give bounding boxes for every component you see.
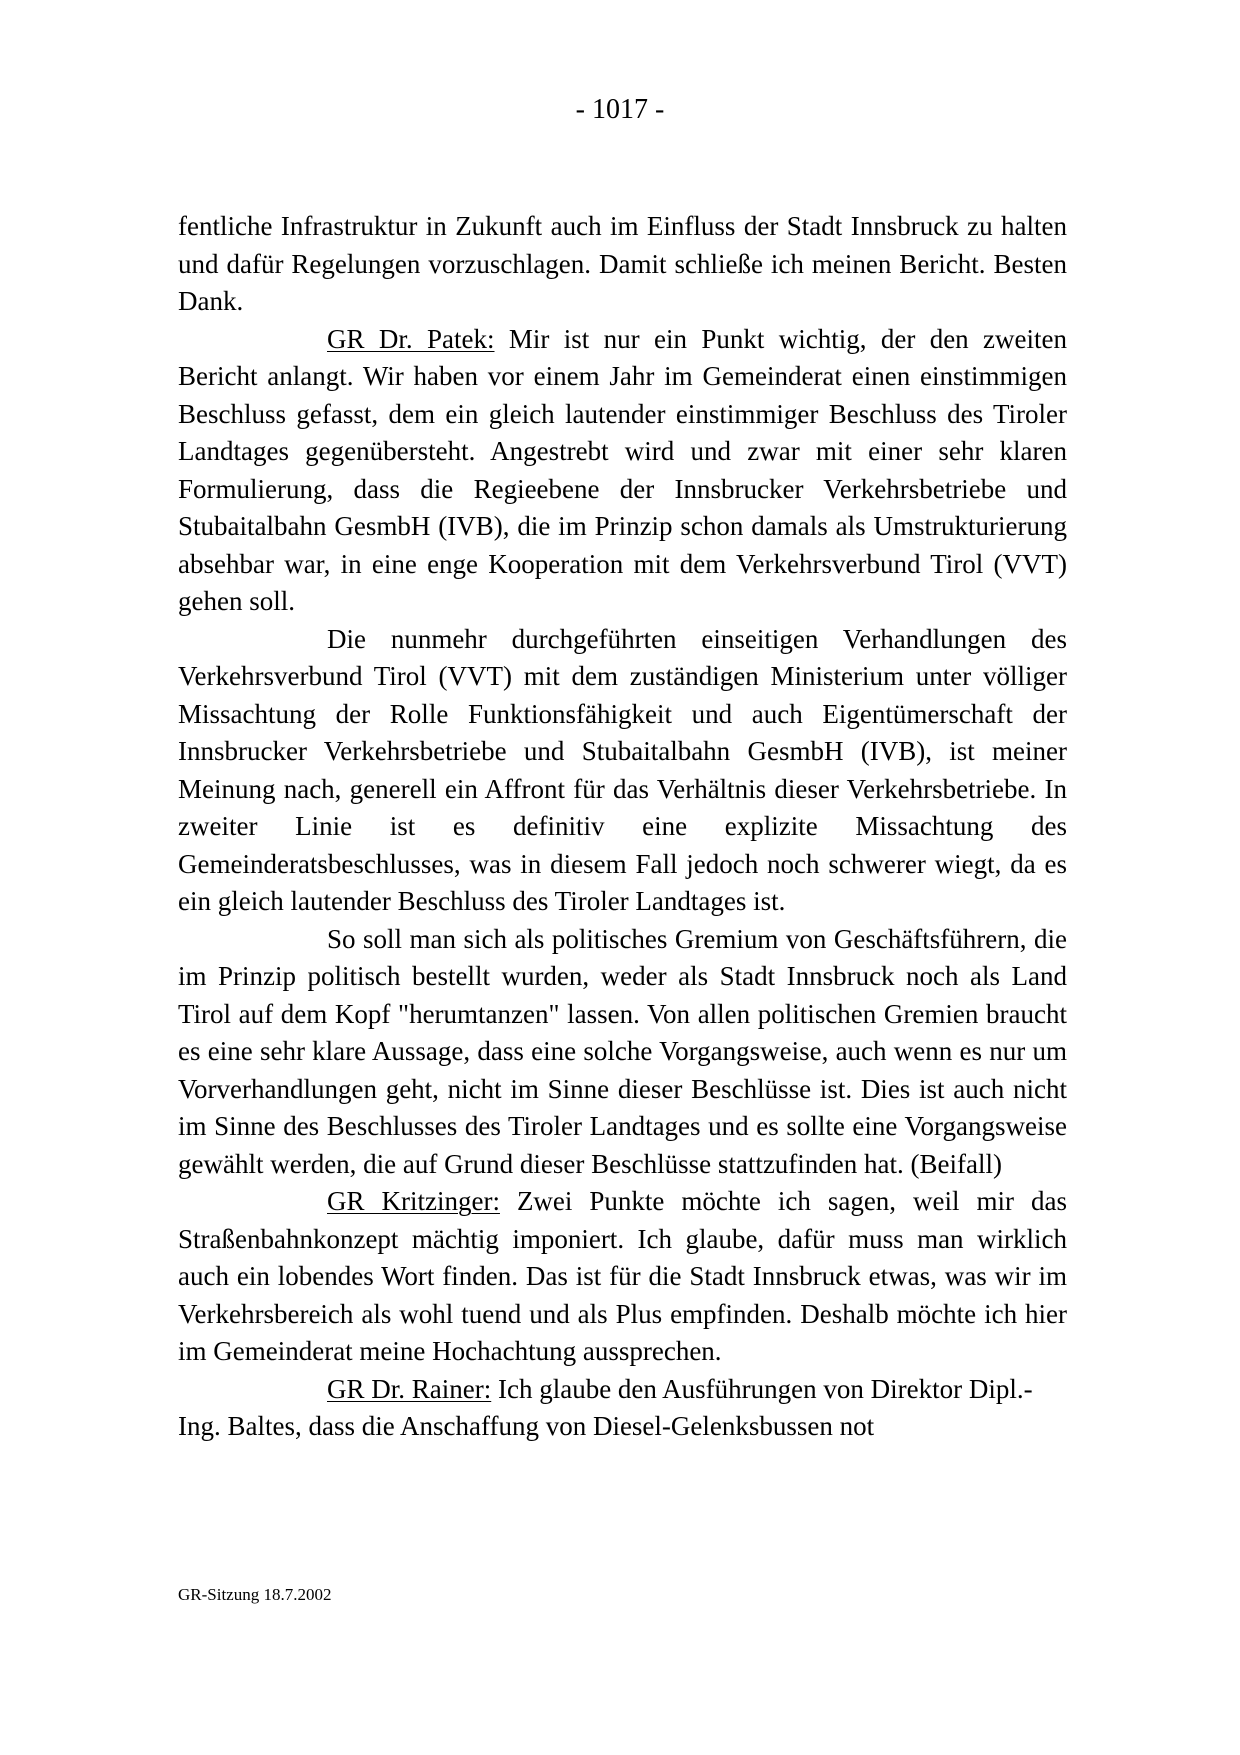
paragraph-speech-kritzinger <box>178 1183 1067 1371</box>
paragraph-speech-patek <box>178 321 1067 621</box>
paragraph-text: Mir ist nur ein Punkt wichtig, der den zweiten Bericht anlangt. Wir haben vor einem Jahr im Gemeinderat einen einstimmigen Beschluss gefasst, dem ein gleich lautender einstimmiger Beschluss des Tiroler Landtages gegenübersteht. Angestrebt wird und zwar mit einer sehr klaren Formulierung, dass die Regieebene der Innsbrucker Verkehrsbetriebe und Stubaitalbahn GesmbH (IVB), die im Prinzip schon damals als Umstrukturierung absehbar war, in eine enge Kooperation mit dem Verkehrsverbund Tirol (VVT) gehen soll. <box>178 323 1068 616</box>
footer-session: GR-Sitzung 18.7.2002 <box>178 1585 332 1604</box>
page-number: - 1017 - <box>575 94 665 125</box>
paragraph-text: fentliche Infrastruktur in Zukunft auch im Einfluss der Stadt Innsbruck zu halten und dafür Regelungen vorzuschlagen. Damit schließe ich meinen Bericht. Besten Dank. <box>178 211 1067 316</box>
paragraph-text: Zwei Punkte möchte ich sagen, weil mir das Straßenbahnkonzept mächtig imponiert. Ich glaube, dafür muss man wirklich auch ein lobendes Wort finden. Das ist für die Stadt Innsbruck etwas, was wir im Verkehrsbereich als wohl tuend und als Plus empfinden. Deshalb möchte ich hier im Gemeinderat meine Hochachtung aussprechen. <box>178 1186 1067 1366</box>
speaker-label: GR Kritzinger: <box>327 1186 500 1216</box>
speaker-label: GR Dr. Patek: <box>327 323 495 354</box>
paragraph-text: So soll man sich als politisches Gremium von Geschäftsführern, die im Prinzip politisch bestellt wurden, weder als Stadt Innsbruck noch als Land Tirol auf dem Kopf "herumtanzen" lassen. Von allen politischen Gremien braucht es eine sehr klare Aussage, dass eine solche Vorgangsweise, auch wenn es nur um Vorverhandlungen geht, nicht im Sinne dieser Beschlüsse ist. Dies ist auch nicht im Sinne des Beschlusses des Tiroler Landtages und es sollte eine Vorgangsweise gewählt werden, die auf Grund dieser Beschlüsse stattzufinden hat. (Beifall) <box>178 923 1067 1179</box>
paragraph-body <box>178 621 1067 921</box>
document-body <box>178 208 1067 1446</box>
paragraph-continuation <box>178 208 1067 321</box>
paragraph-text: Ich glaube den Ausführungen von Direktor Dipl.-Ing. Baltes, dass die Anschaffung von Diesel-Gelenksbussen not <box>178 1373 1033 1441</box>
paragraph-text: Die nunmehr durchgeführten einseitigen Verhandlungen des Verkehrsverbund Tirol (VVT) mit dem zuständigen Ministerium unter völliger Missachtung der Rolle Funktionsfähigkeit und auch Eigentümerschaft der Innsbrucker Verkehrsbetriebe und Stubaitalbahn GesmbH (IVB), ist meiner Meinung nach, generell ein Affront für das Verhältnis dieser Verkehrsbetriebe. In zweiter Linie ist es definitiv eine explizite Missachtung des Gemeinderatsbeschlusses, was in diesem Fall jedoch noch schwerer wiegt, da es ein gleich lautender Beschluss des Tiroler Landtages ist. <box>178 623 1067 916</box>
speaker-label: GR Dr. Rainer: <box>327 1373 492 1404</box>
paragraph-body <box>178 921 1067 1184</box>
paragraph-speech-rainer <box>178 1371 1067 1446</box>
